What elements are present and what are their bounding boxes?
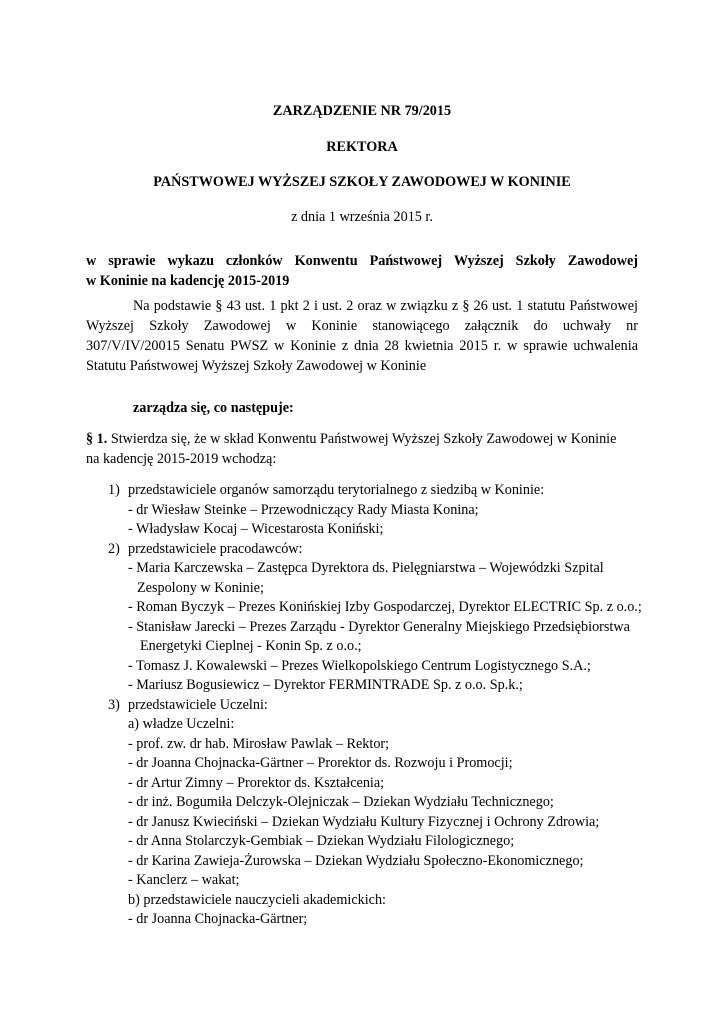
list-item: Zespolony w Koninie; (137, 579, 264, 596)
document-issuer: REKTORA (326, 139, 398, 155)
members-list (108, 481, 668, 930)
list-item: - dr Wiesław Steinke – Przewodniczący Rady Miasta Konina; (128, 501, 479, 518)
list-item: - dr Joanna Chojnacka-Gärtner; (128, 911, 308, 927)
list-item: - Kanclerz – wakat; (128, 872, 240, 888)
list-item: - Mariusz Bogusiewicz – Dyrektor FERMINTRADE Sp. z o.o. Sp.k.; (128, 677, 523, 693)
list-item: - Stanisław Jarecki – Prezes Zarządu - Dyrektor Generalny Miejskiego Przedsiębiorstwa (128, 618, 630, 635)
section-1 (86, 430, 646, 469)
list-item: - prof. zw. dr hab. Mirosław Pawlak – Rektor; (128, 735, 390, 752)
decision-phrase: zarządza się, co następuje: (133, 400, 294, 416)
list-heading-text: przedstawiciele pracodawców: (128, 540, 303, 557)
list-group-heading (108, 540, 668, 560)
list-item: - Maria Karczewska – Zastępca Dyrektora ds. Pielęgniarstwa – Wojewódzki Szpital (128, 560, 604, 576)
basis-line-3: 307/V/IV/20015 Senatu PWSZ w Koninie z dnia 28 kwietnia 2015 r. w sprawie uchwalenia (86, 338, 638, 354)
document-title: ZARZĄDZENIE NR 79/2015 (272, 103, 452, 119)
list-number: 3) (108, 696, 120, 713)
list-number: 1) (108, 482, 120, 498)
document-subject (86, 252, 638, 291)
legal-basis (86, 296, 638, 376)
subject-line-2: w Koninie na kadencję 2015-2019 (86, 272, 290, 289)
list-item: - Władysław Kocaj – Wicestarosta Koniński; (128, 521, 384, 537)
list-item: - dr Karina Zawieja-Żurowska – Dziekan Wydziału Społeczno-Ekonomicznego; (128, 852, 584, 869)
list-item: - dr Artur Zimny – Prorektor ds. Kształcenia; (128, 774, 385, 791)
list-item: - dr inż. Bogumiła Delczyk-Olejniczak – Dziekan Wydziału Technicznego; (128, 794, 554, 810)
subject-line-1: w sprawie wykazu członków Konwentu Państwowej Wyższej Szkoły Zawodowej (86, 253, 638, 269)
list-item: - dr Anna Stolarczyk-Gembiak – Dziekan Wydziału Filologicznego; (128, 833, 515, 849)
list-heading-text: przedstawiciele organów samorządu terytorialnego z siedzibą w Koninie: (128, 482, 545, 498)
list-number: 2) (108, 540, 120, 557)
list-group-heading (108, 481, 668, 501)
section-1-label: § 1. (86, 431, 108, 447)
basis-line-4: Statutu Państwowej Wyższej Szkoły Zawodowej w Koninie (86, 358, 427, 374)
list-group-heading (108, 696, 668, 716)
section-1-line-2: na kadencję 2015-2019 wchodzą: (86, 450, 277, 467)
list-heading-text: przedstawiciele Uczelni: (128, 696, 268, 713)
basis-line-2: Wyższej Szkoły Zawodowej w Koninie stanowiącego załącznik do uchwały nr (86, 318, 638, 334)
list-item: - Roman Byczyk – Prezes Konińskiej Izby Gospodarczej, Dyrektor ELECTRIC Sp. z o.o.; (128, 599, 642, 615)
section-1-text: Stwierdza się, że w skład Konwentu Państwowej Wyższej Szkoły Zawodowej w Koninie (110, 431, 617, 447)
section-1-line-1 (86, 430, 646, 450)
list-item: Energetyki Cieplnej - Konin Sp. z o.o.; (140, 638, 362, 654)
document-institution: PAŃSTWOWEJ WYŻSZEJ SZKOŁY ZAWODOWEJ W KONINIE (153, 174, 571, 190)
list-item: - Tomasz J. Kowalewski – Prezes Wielkopolskiego Centrum Logistycznego S.A.; (128, 657, 591, 674)
list-subheading: b) przedstawiciele nauczycieli akademickich: (128, 891, 387, 908)
document-date: z dnia 1 września 2015 r. (291, 209, 433, 225)
list-subheading: a) władze Uczelni: (128, 716, 235, 732)
list-item: - dr Joanna Chojnacka-Gärtner – Prorektor ds. Rozwoju i Promocji; (128, 755, 513, 771)
basis-line-1: Na podstawie § 43 ust. 1 pkt 2 i ust. 2 oraz w związku z § 26 ust. 1 statutu Państwowej (133, 298, 638, 314)
list-item: - dr Janusz Kwieciński – Dziekan Wydziału Kultury Fizycznej i Ochrony Zdrowia; (128, 813, 600, 830)
